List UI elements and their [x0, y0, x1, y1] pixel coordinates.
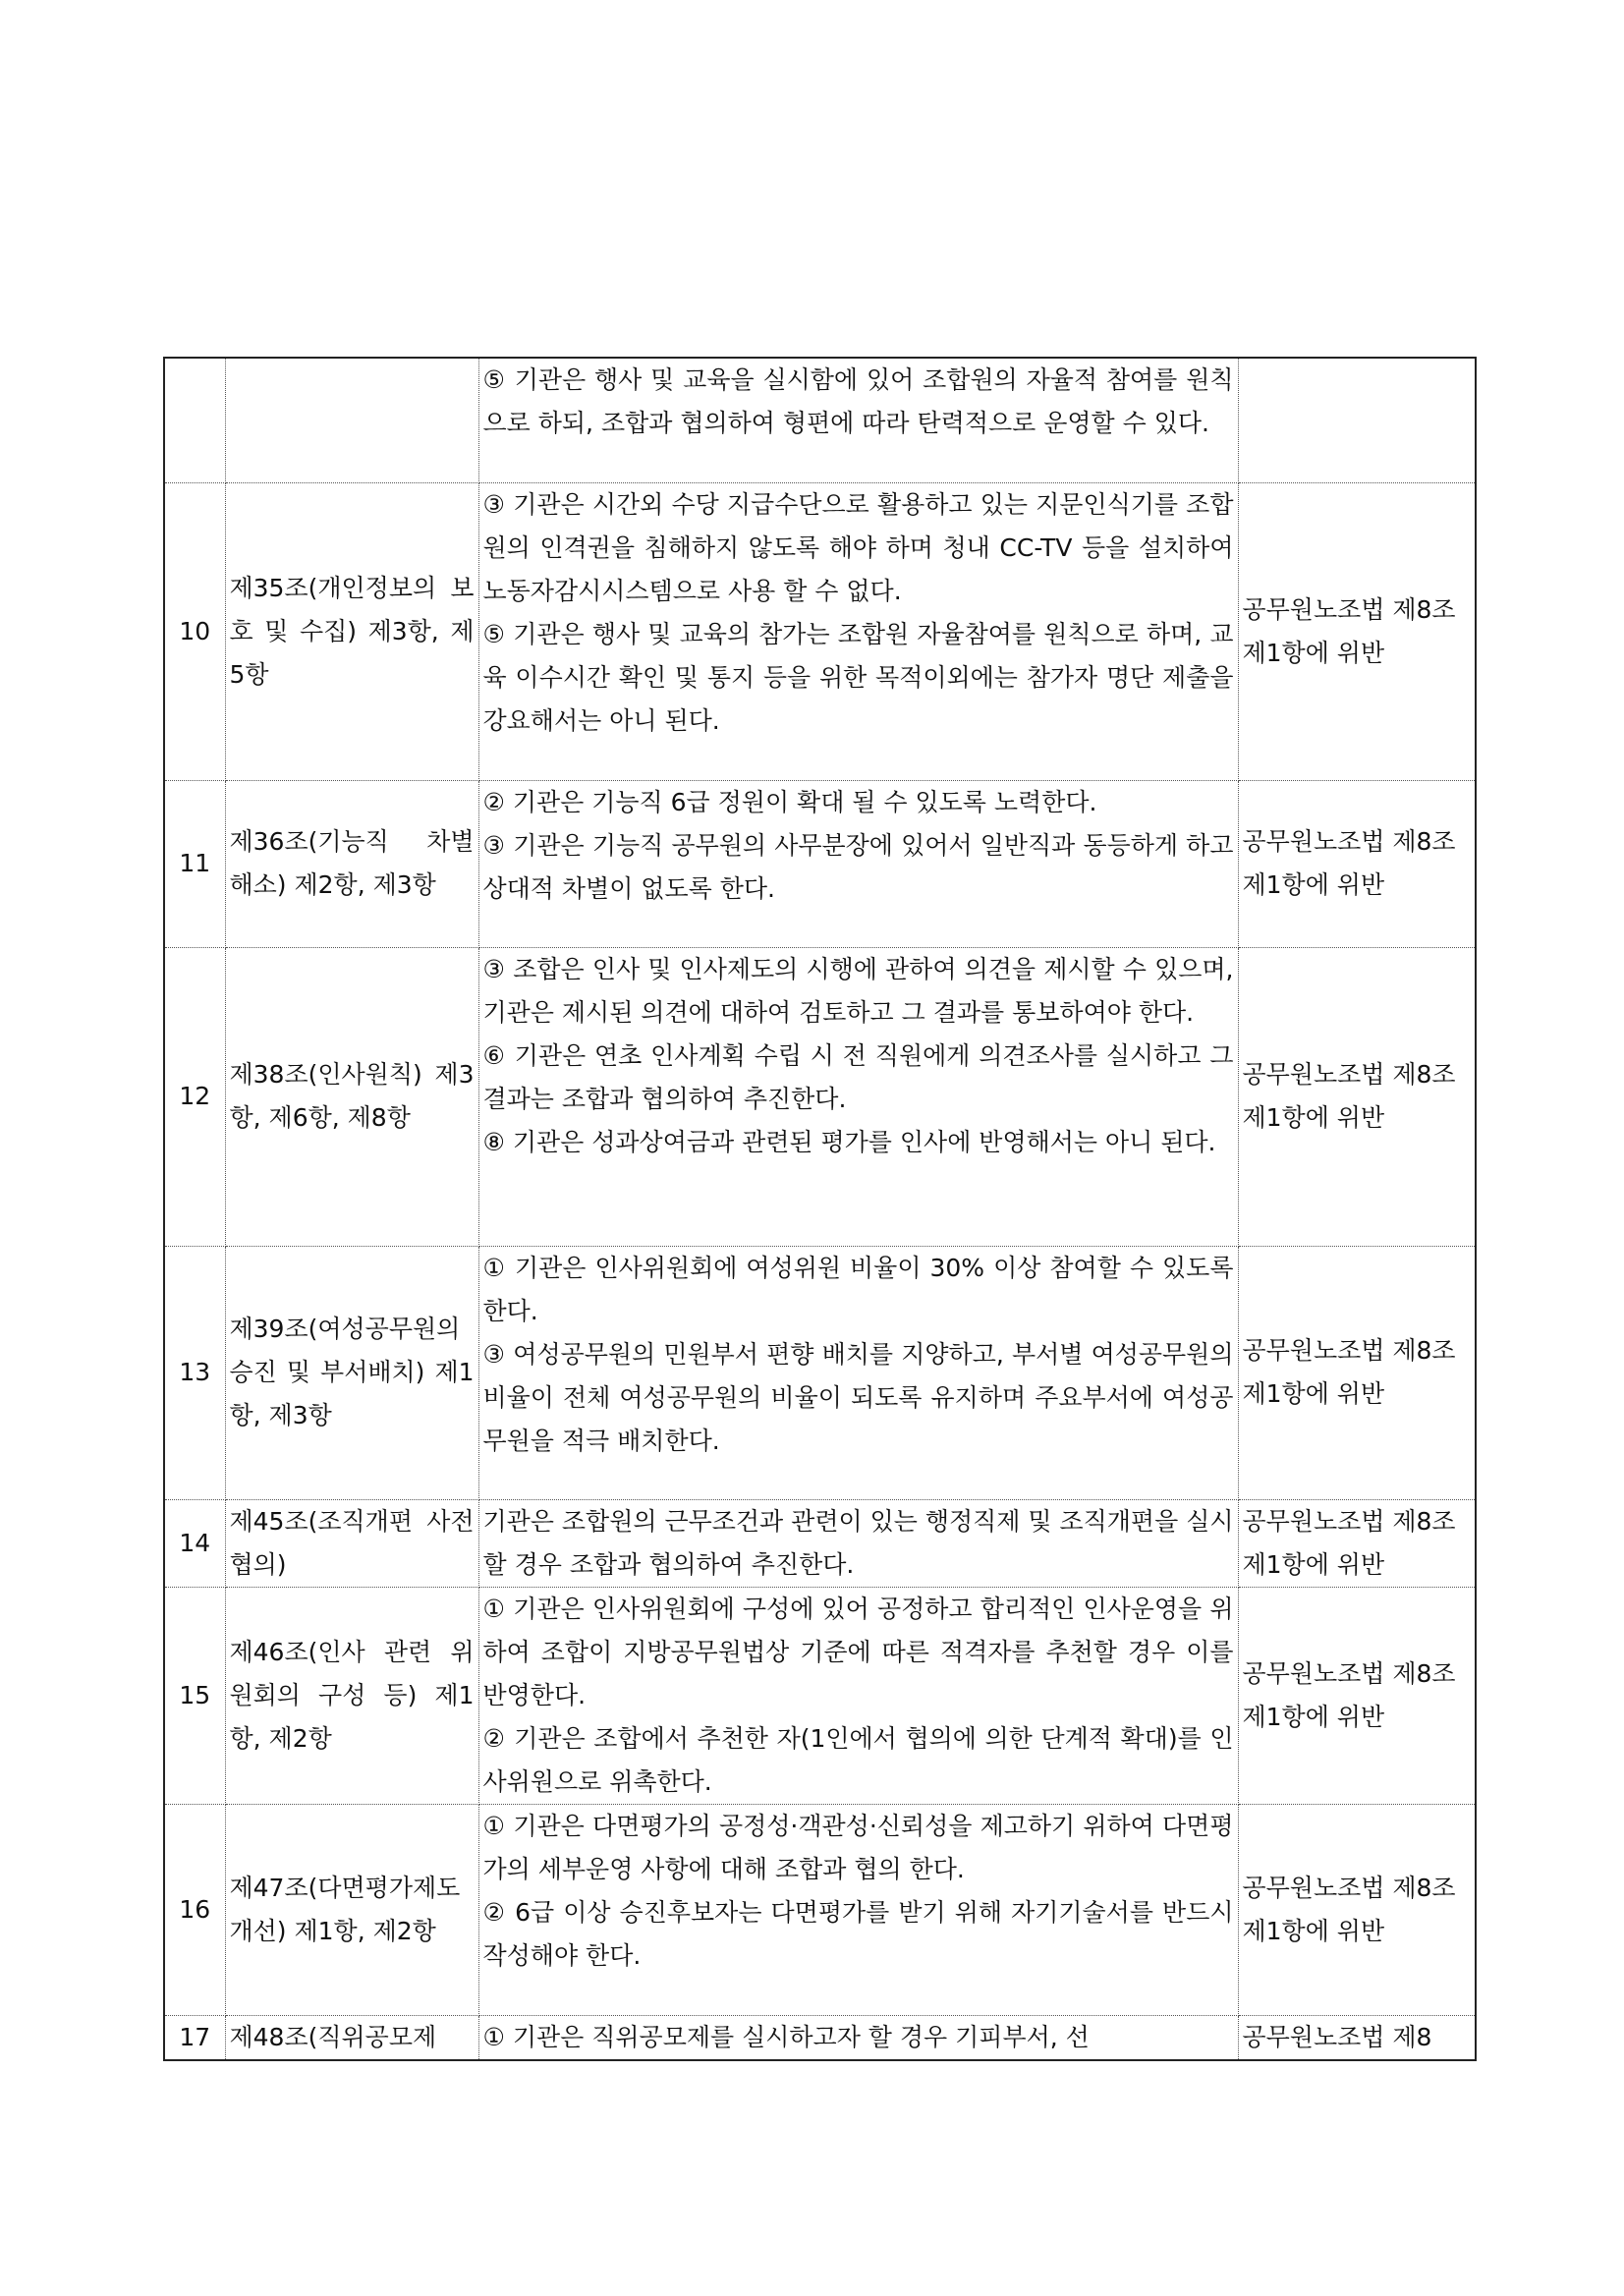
row-number: 17 [164, 2015, 225, 2060]
paragraph: ② 6급 이상 승진후보자는 다면평가를 받기 위해 자기기술서를 반드시 작성해야 한다. [482, 1897, 1234, 1970]
article-cell: 제38조(인사원칙) 제3항, 제6항, 제8항 [225, 947, 478, 1246]
basis-cell: 공무원노조법 제8조 제1항에 위반 [1238, 1499, 1476, 1587]
content-cell [478, 1587, 1238, 1804]
paragraph: ② 기관은 조합에서 추천한 자(1인에서 협의에 의한 단계적 확대)를 인사위원으로 위촉한다. [482, 1723, 1234, 1796]
paragraph: ⑤ 기관은 행사 및 교육을 실시함에 있어 조합원의 자율적 참여를 원칙으로 하되, 조합과 협의하여 형편에 따라 탄력적으로 운영할 수 있다. [482, 365, 1234, 437]
paragraph: ③ 기관은 기능직 공무원의 사무분장에 있어서 일반직과 동등하게 하고 상대적 차별이 없도록 한다. [482, 830, 1234, 903]
paragraph: ③ 기관은 시간외 수당 지급수단으로 활용하고 있는 지문인식기를 조합원의 인격권을 침해하지 않도록 해야 하며 청내 CC-TV 등을 설치하여 노동자감시시스템으로 사용 할 수 없다. [482, 489, 1234, 605]
row-number: 12 [164, 947, 225, 1246]
row-number [164, 358, 225, 482]
table-row [164, 482, 1476, 780]
content-cell [478, 358, 1238, 482]
paragraph: ② 기관은 기능직 6급 정원이 확대 될 수 있도록 노력한다. [482, 787, 1097, 816]
content-cell [478, 482, 1238, 780]
content-cell [478, 1246, 1238, 1499]
article-cell: 제39조(여성공무원의 승진 및 부서배치) 제1항, 제3항 [225, 1246, 478, 1499]
article-cell: 제46조(인사 관련 위원회의 구성 등) 제1항, 제2항 [225, 1587, 478, 1804]
basis-cell: 공무원노조법 제8조 제1항에 위반 [1238, 947, 1476, 1246]
article-cell: 제45조(조직개편 사전협의) [225, 1499, 478, 1587]
paragraph: 기관은 조합원의 근무조건과 관련이 있는 행정직제 및 조직개편을 실시할 경우 조합과 협의하여 추진한다. [482, 1506, 1234, 1579]
table-row [164, 947, 1476, 1246]
paragraph: ③ 조합은 인사 및 인사제도의 시행에 관하여 의견을 제시할 수 있으며, 기관은 제시된 의견에 대하여 검토하고 그 결과를 통보하여야 한다. [482, 954, 1234, 1027]
basis-cell: 공무원노조법 제8조 제1항에 위반 [1238, 1587, 1476, 1804]
table-row [164, 1499, 1476, 1587]
article-cell: 제35조(개인정보의 보호 및 수집) 제3항, 제5항 [225, 482, 478, 780]
paragraph: ③ 여성공무원의 민원부서 편향 배치를 지양하고, 부서별 여성공무원의 비율이 전체 여성공무원의 비율이 되도록 유지하며 주요부서에 여성공무원을 적극 배치한다. [482, 1339, 1234, 1455]
table-row [164, 1804, 1476, 2015]
row-number: 13 [164, 1246, 225, 1499]
table-row [164, 1246, 1476, 1499]
basis-cell: 공무원노조법 제8 [1238, 2015, 1476, 2060]
paragraph: ⑧ 기관은 성과상여금과 관련된 평가를 인사에 반영해서는 아니 된다. [482, 1127, 1216, 1156]
article-cell: 제48조(직위공모제 [225, 2015, 478, 2060]
content-cell [478, 1499, 1238, 1587]
paragraph: ⑤ 기관은 행사 및 교육의 참가는 조합원 자율참여를 원칙으로 하며, 교육 이수시간 확인 및 통지 등을 위한 목적이외에는 참가자 명단 제출을 강요해서는 아니 된다. [482, 619, 1234, 735]
table-row [164, 2015, 1476, 2060]
paragraph: ① 기관은 다면평가의 공정성·객관성·신뢰성을 제고하기 위하여 다면평가의 세부운영 사항에 대해 조합과 협의 한다. [482, 1811, 1234, 1883]
article-cell: 제47조(다면평가제도 개선) 제1항, 제2항 [225, 1804, 478, 2015]
content-cell [478, 947, 1238, 1246]
table-row [164, 780, 1476, 947]
paragraph: ① 기관은 인사위원회에 여성위원 비율이 30% 이상 참여할 수 있도록 한다. [482, 1253, 1234, 1325]
content-cell [478, 1804, 1238, 2015]
row-number: 10 [164, 482, 225, 780]
table-row [164, 1587, 1476, 1804]
violation-table [163, 357, 1477, 2061]
article-cell: 제36조(기능직 차별 해소) 제2항, 제3항 [225, 780, 478, 947]
paragraph: ⑥ 기관은 연초 인사계획 수립 시 전 직원에게 의견조사를 실시하고 그 결과는 조합과 협의하여 추진한다. [482, 1040, 1234, 1113]
row-number: 16 [164, 1804, 225, 2015]
article-cell [225, 358, 478, 482]
row-number: 15 [164, 1587, 225, 1804]
basis-cell [1238, 358, 1476, 482]
basis-cell: 공무원노조법 제8조 제1항에 위반 [1238, 1246, 1476, 1499]
content-cell [478, 2015, 1238, 2060]
basis-cell: 공무원노조법 제8조 제1항에 위반 [1238, 780, 1476, 947]
paragraph: ① 기관은 인사위원회에 구성에 있어 공정하고 합리적인 인사운영을 위하여 조합이 지방공무원법상 기준에 따른 적격자를 추천할 경우 이를 반영한다. [482, 1594, 1234, 1709]
row-number: 11 [164, 780, 225, 947]
table-row [164, 358, 1476, 482]
basis-cell: 공무원노조법 제8조 제1항에 위반 [1238, 482, 1476, 780]
row-number: 14 [164, 1499, 225, 1587]
paragraph: ① 기관은 직위공모제를 실시하고자 할 경우 기피부서, 선 [482, 2022, 1090, 2051]
basis-cell: 공무원노조법 제8조 제1항에 위반 [1238, 1804, 1476, 2015]
content-cell [478, 780, 1238, 947]
